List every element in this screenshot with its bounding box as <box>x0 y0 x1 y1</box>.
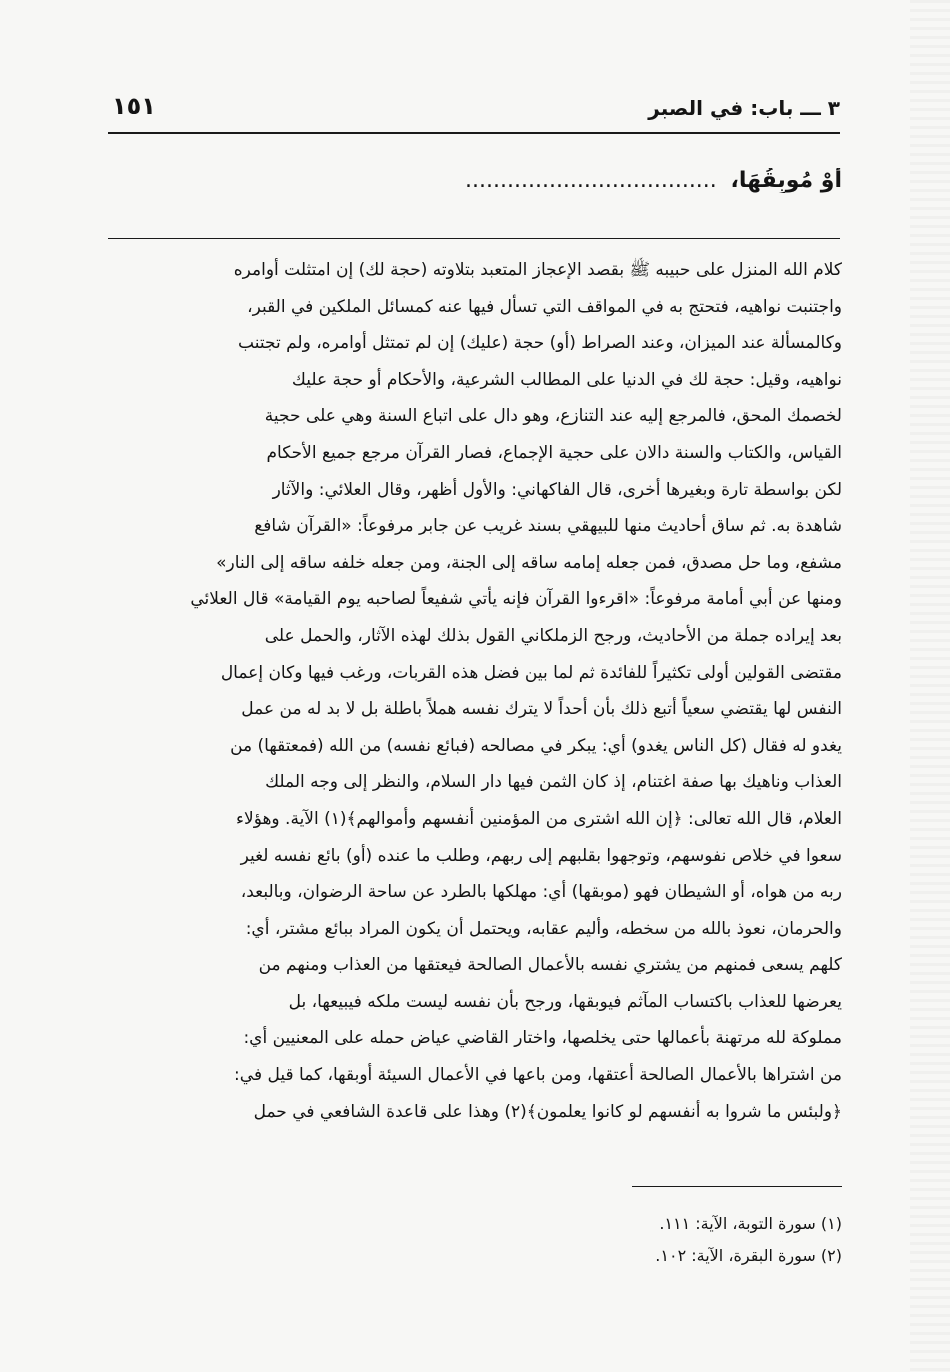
footnote-separator <box>632 1186 842 1187</box>
body-line: يعرضها للعذاب باكتساب المآثم فيوبقها، ورجح بأن نفسه ليست ملكه فيبيعها، بل <box>288 991 842 1012</box>
scan-edge-noise <box>910 0 950 1372</box>
body-line: لخصمك المحق، فالمرجع إليه عند التنازع، وهو دال على اتباع السنة وهي على حجية <box>264 406 842 427</box>
body-line: كلام الله المنزل على حبيبه ﷺ بقصد الإعجاز المتعبد بتلاوته (حجة لك) إن امتثلت أوامره <box>233 260 842 280</box>
matn-line <box>110 168 842 193</box>
body-line: والحرمان، نعوذ بالله من سخطه، وأليم عقابه، ويحتمل أن يكون المراد ببائع مشتر، أي: <box>245 918 842 939</box>
footnotes <box>110 1208 842 1272</box>
body-line: سعوا في خلاص نفوسهم، وتوجهوا بقلبهم إلى ربهم، وطلب ما عنده (أو) بائع نفسه لغير <box>240 845 842 866</box>
body-line: ربه من هواه، أو الشيطان فهو (موبقها) أي: مهلكها بالطرد عن ساحة الرضوان، وبالبعد، <box>240 882 842 903</box>
body-line: العذاب وناهيك بها صفة اغتنام، إذ كان الثمن فيها دار السلام، والنظر إلى وجه الملك <box>265 772 842 793</box>
body-line: القياس، والكتاب والسنة دالان على حجية الإجماع، فصار القرآن مرجع جميع الأحكام <box>266 442 842 463</box>
running-header <box>108 92 840 134</box>
body-line: واجتنبت نواهيه، فتحتج به في المواقف التي تسأل فيها عنه كمسائل الملكين في القبر، <box>247 296 842 317</box>
body-line: من اشتراها بالأعمال الصالحة أعتقها، ومن باعها في الأعمال السيئة أوبقها، كما قيل في: <box>234 1065 842 1086</box>
body-line: يغدو له فقال (كل الناس يغدو) أي: يبكر في مصالحه (فبائع نفسه) من الله (فمعتقها) من <box>230 735 842 756</box>
body-line: ﴿ولبئس ما شروا به أنفسهم لو كانوا يعلمون﴾(٢) وهذا على قاعدة الشافعي في حمل <box>253 1101 842 1122</box>
body-line: بعد إيراده جملة من الأحاديث، ورجح الزملكاني القول بذلك لهذه الآثار، والحمل على <box>264 625 842 646</box>
page-number: ١٥١ <box>112 92 156 120</box>
footnote: (١) سورة التوبة، الآية: ١١١. <box>659 1214 842 1233</box>
footnote: (٢) سورة البقرة، الآية: ١٠٢. <box>655 1246 842 1265</box>
body-line: النفس لها يقتضي سعياً أتبع ذلك بأن أحداً لا يترك نفسه هملاً باطلة بل لا بد له من عمل <box>241 699 842 720</box>
body-line: مشفع، وما حل مصدق، فمن جعله إمامه ساقه إلى الجنة، ومن جعله خلفه ساقه إلى النار» <box>216 552 842 573</box>
matn-text: أَوْ مُوبِقُهَا، <box>730 168 842 193</box>
separator-rule <box>108 238 840 239</box>
body-line: لكن بواسطة تارة وبغيرها أخرى، قال الفاكهاني: والأول أظهر، وقال العلائي: والآثار <box>272 479 842 500</box>
body-line: نواهيه، وقيل: حجة لك في الدنيا على المطالب الشرعية، والأحكام أو حجة عليك <box>291 369 842 390</box>
chapter-title: ٣ ـــ باب: في الصبر <box>648 96 840 120</box>
matn-dots: .................................... <box>465 168 717 193</box>
body-line: شاهدة به. ثم ساق أحاديث منها للبيهقي بسند غريب عن جابر مرفوعاً: «القرآن شافع <box>254 516 842 537</box>
body-line: العلام، قال الله تعالى: ﴿إن الله اشترى من المؤمنين أنفسهم وأموالهم﴾(١) الآية. وهؤلاء <box>236 808 842 829</box>
body-line: كلهم يسعى فمنهم من يشتري نفسه بالأعمال الصالحة فيعتقها من العذاب ومنهم من <box>258 955 842 976</box>
commentary-body <box>108 252 842 1130</box>
body-line: مقتضى القولين أولى تكثيراً للفائدة ثم لما بين فضل هذه القربات، ورغب فيها وكان إعمال <box>220 662 842 683</box>
body-line: ومنها عن أبي أمامة مرفوعاً: «اقرءوا القرآن فإنه يأتي شفيعاً لصاحبه يوم القيامة» قال العلائي <box>190 589 842 610</box>
body-line: مملوكة لله مرتهنة بأعمالها حتى يخلصها، واختار القاضي عياض حمله على المعنيين أي: <box>243 1028 842 1049</box>
body-line: وكالمسألة عند الميزان، وعند الصراط (أو) حجة (عليك) إن لم تمتثل أوامره، ولم تجتنب <box>238 333 842 354</box>
